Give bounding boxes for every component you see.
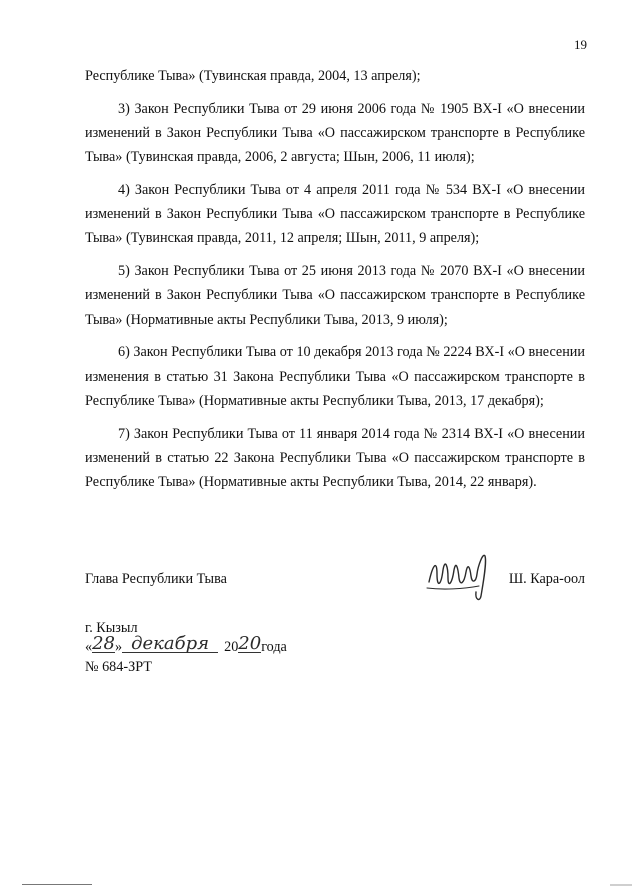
handwritten-month: декабря — [122, 635, 218, 653]
paragraph-item-6: 6) Закон Республики Тыва от 10 декабря 2013 года № 2224 ВХ-I «О внесении изменения в статью 31 Закона Республики Тыва «О пассажирском транспорте в Республике Тыва» (Нормативные акты Республики Тыва, 2013, 17 декабря); — [85, 344, 585, 409]
paragraph-continuation: Республике Тыва» (Тувинская правда, 2004, 13 апреля); — [85, 68, 421, 84]
paragraph-item-7: 7) Закон Республики Тыва от 11 января 2014 года № 2314 ВХ-I «О внесении изменений в статью 22 Закона Республики Тыва «О пассажирском транспорте в Республике Тыва» (Нормативные акты Республики Тыва, 2014, 22 января). — [85, 425, 585, 491]
quote-open: « — [85, 639, 93, 655]
year-word: года — [261, 639, 287, 655]
paragraph-item-5: 5) Закон Республики Тыва от 25 июня 2013 года № 2070 ВХ-I «О внесении изменений в Закон Республики Тыва «О пассажирском транспорте в Республике Тыва» (Нормативные акты Республики Тыва, 2013, 9 июля); — [85, 263, 585, 328]
handwritten-year: 20 — [238, 633, 262, 654]
scan-artifact — [610, 884, 632, 886]
signer-position: Глава Республики Тыва — [85, 571, 227, 587]
page-number: 19 — [574, 37, 587, 52]
paragraph-item-3: 3) Закон Республики Тыва от 29 июня 2006 года № 1905 ВХ-I «О внесении изменений в Закон Республики Тыва «О пассажирском транспорте в Республике Тыва» (Тувинская правда, 2006, 2 августа; Шын, 2006, 11 июля); — [85, 100, 585, 166]
signer-name: Ш. Кара-оол — [508, 571, 585, 587]
quote-close: » — [115, 639, 123, 655]
signature-block — [85, 568, 585, 604]
handwritten-day: 28 — [92, 633, 115, 654]
law-number: № 684-ЗРТ — [85, 659, 152, 675]
city-line: г. Кызыл — [85, 620, 138, 636]
document-body — [85, 64, 585, 503]
footer-block — [85, 620, 345, 676]
paragraph-item-4: 4) Закон Республики Тыва от 4 апреля 2011 года № 534 ВХ-I «О внесении изменений в Закон Республики Тыва «О пассажирском транспорте в Республике Тыва» (Тувинская правда, 2011, 12 апреля; Шын, 2011, 9 апреля); — [85, 182, 585, 247]
date-line — [85, 633, 345, 659]
bottom-rule — [22, 884, 92, 885]
year-prefix: 20 — [224, 639, 239, 655]
handwritten-signature-mark — [423, 544, 493, 604]
